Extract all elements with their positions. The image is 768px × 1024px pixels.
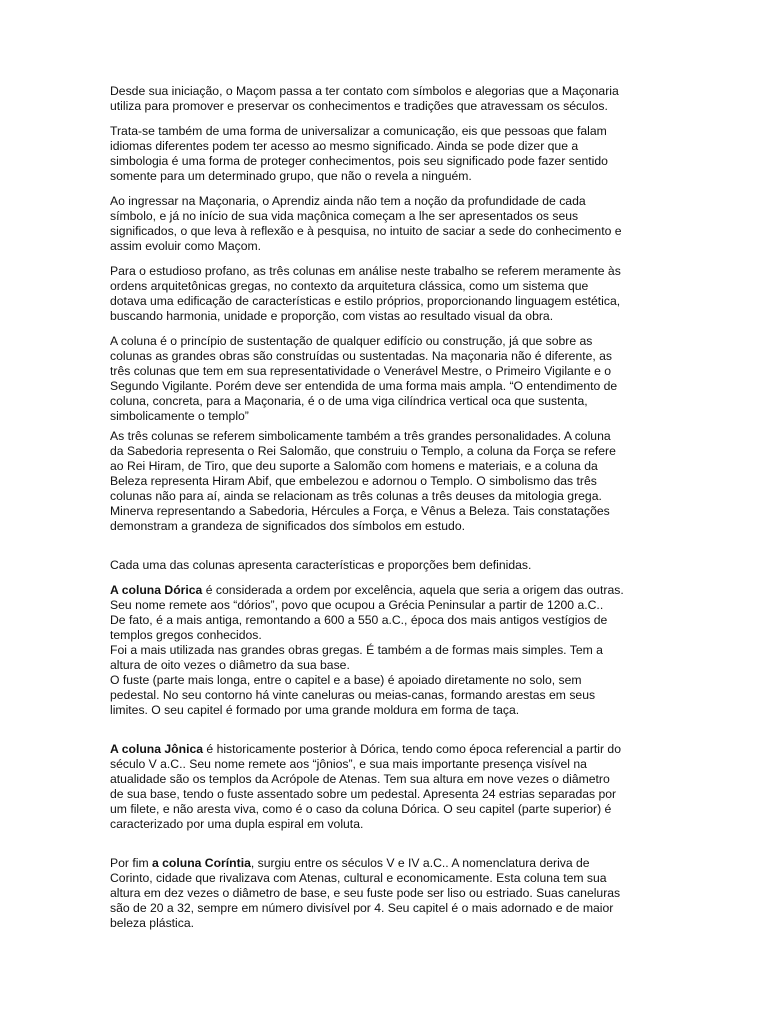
text-line: símbolo, e já no início de sua vida maçônica começam a lhe ser apresentados os seus [110, 209, 579, 223]
text-line: Segundo Vigilante. Porém deve ser entendida de uma forma mais ampla. “O entendimento de [110, 379, 618, 393]
text-line: utiliza para promover e preservar os conhecimentos e tradições que atravessam os séculos. [110, 99, 608, 113]
text-line: beleza plástica. [110, 916, 195, 930]
text-line-rest: , surgiu entre os séculos V e IV a.C.. A nomenclatura deriva de [250, 856, 590, 870]
text-line: As três colunas se referem simbolicamente também a três grandes personalidades. A coluna [110, 429, 611, 443]
text-line: de sua base, tendo o fuste assentado sobre um pedestal. Apresenta 24 estrias separadas por [110, 787, 617, 801]
text-line: significados, o que leva à reflexão e à pesquisa, no intuito de saciar a sede do conhecimento e [110, 224, 622, 238]
paragraph-ionic [110, 742, 656, 832]
text-line: atualidade são os templos da Acrópole de Atenas. Tem sua altura em nove vezes o diâmetro [110, 772, 610, 786]
paragraph-columns-intro [110, 558, 656, 573]
text-line: simbolicamente o templo” [110, 409, 249, 423]
text-line: colunas as grandes obras são construídas ou sustentadas. Na maçonaria não é diferente, as [110, 349, 613, 363]
text-line: limites. O seu capitel é formado por uma grande moldura em forma de taça. [110, 703, 520, 717]
text-line: simbologia é uma forma de proteger conhecimentos, pois seu significado pode fazer sentido [110, 154, 608, 168]
text-line: Para o estudioso profano, as três colunas em análise neste trabalho se referem meramente às [110, 264, 621, 278]
text-line: Ao ingressar na Maçonaria, o Aprendiz ainda não tem a noção da profundidade de cada [110, 194, 586, 208]
paragraph-communication [110, 124, 656, 184]
text-line: Trata-se também de uma forma de universalizar a comunicação, eis que pessoas que falam [110, 124, 607, 138]
doric-heading: A coluna Dórica [110, 583, 203, 597]
text-line: Beleza representa Hiram Abif, que embelezou e adornou o Templo. O simbolismo das três [110, 474, 597, 488]
text-line: O fuste (parte mais longa, entre o capitel e a base) é apoiado diretamente no solo, sem [110, 673, 582, 687]
paragraph-column-principle [110, 334, 656, 424]
paragraph-profane [110, 264, 656, 324]
corinthian-heading: a coluna Coríntia [151, 856, 251, 870]
text-line: um filete, e não aresta viva, como é o caso da coluna Dórica. O seu capitel (parte superior) é [110, 802, 612, 816]
text-line: buscando harmonia, unidade e proporção, com vistas ao resultado visual da obra. [110, 309, 554, 323]
text-line: De fato, é a mais antiga, remontando a 600 a 550 a.C., época dos mais antigos vestígios de [110, 613, 608, 627]
text-line-prefix: Por fim [110, 856, 152, 870]
text-line: A coluna é o princípio de sustentação de qualquer edifício ou construção, já que sobre as [110, 334, 593, 348]
text-line [110, 856, 656, 871]
text-line: três colunas que tem em sua representatividade o Venerável Mestre, o Primeiro Vigilante e o [110, 364, 612, 378]
text-line [110, 583, 656, 598]
text-line: dotava uma edificação de características e estilo próprios, proporcionando linguagem estética, [110, 294, 621, 308]
text-line: século V a.C.. Seu nome remete aos “jônios”, e sua mais importante presença visível na [110, 757, 587, 771]
text-line: assim evoluir como Maçom. [110, 239, 262, 253]
document-page [110, 84, 656, 941]
text-line: idiomas diferentes podem ter acesso ao mesmo significado. Ainda se pode dizer que a [110, 139, 579, 153]
text-line: templos gregos conhecidos. [110, 628, 262, 642]
text-line: Foi a mais utilizada nas grandes obras gregas. É também a de formas mais simples. Tem a [110, 643, 603, 657]
text-line: Minerva representando a Sabedoria, Hércules a Força, e Vênus a Beleza. Tais constatações [110, 504, 610, 518]
text-line: coluna, concreta, para a Maçonaria, é o de uma viga cilíndrica vertical oca que sustenta, [110, 394, 588, 408]
text-line: Corinto, cidade que rivalizava com Atenas, cultural e economicamente. Esta coluna tem sua [110, 871, 607, 885]
text-line: são de 20 a 32, sempre em número divisível por 4. Seu capitel é o mais adornado e de maior [110, 901, 614, 915]
text-line: altura de oito vezes o diâmetro da sua base. [110, 658, 350, 672]
text-line: Cada uma das colunas apresenta características e proporções bem definidas. [110, 558, 532, 572]
text-line-rest: é historicamente posterior à Dórica, tendo como época referencial a partir do [203, 742, 621, 756]
text-line-rest: é considerada a ordem por excelência, aquela que seria a origem das outras. [202, 583, 624, 597]
text-line: Seu nome remete aos “dórios”, povo que ocupou a Grécia Peninsular a partir de 1200 a.C.. [110, 598, 604, 612]
text-line: colunas não para aí, ainda se relacionam as três colunas a três deuses da mitologia grega. [110, 489, 602, 503]
paragraph-intro [110, 84, 656, 114]
text-line: somente para um determinado grupo, que não o revela a ninguém. [110, 169, 472, 183]
text-line: ordens arquitetônicas gregas, no contexto da arquitetura clássica, como um sistema que [110, 279, 589, 293]
paragraph-apprentice [110, 194, 656, 254]
text-line: Desde sua iniciação, o Maçom passa a ter contato com símbolos e alegorias que a Maçonaria [110, 84, 619, 98]
ionic-heading: A coluna Jônica [110, 742, 204, 756]
text-line [110, 742, 656, 757]
paragraph-personalities [110, 429, 656, 534]
text-line: caracterizado por uma dupla espiral em voluta. [110, 817, 364, 831]
text-line: ao Rei Hiram, de Tiro, que deu suporte a Salomão com homens e materiais, e a coluna da [110, 459, 598, 473]
text-line: altura em dez vezes o diâmetro de base, e seu fuste pode ser liso ou estriado. Suas caneluras [110, 886, 621, 900]
paragraph-doric [110, 583, 656, 718]
text-line: da Sabedoria representa o Rei Salomão, que construiu o Templo, a coluna da Força se refere [110, 444, 616, 458]
text-line: demonstram a grandeza de significados dos símbolos em estudo. [110, 519, 465, 533]
paragraph-corinthian [110, 856, 656, 931]
text-line: pedestal. No seu contorno há vinte caneluras ou meias-canas, formando arestas em seus [110, 688, 596, 702]
